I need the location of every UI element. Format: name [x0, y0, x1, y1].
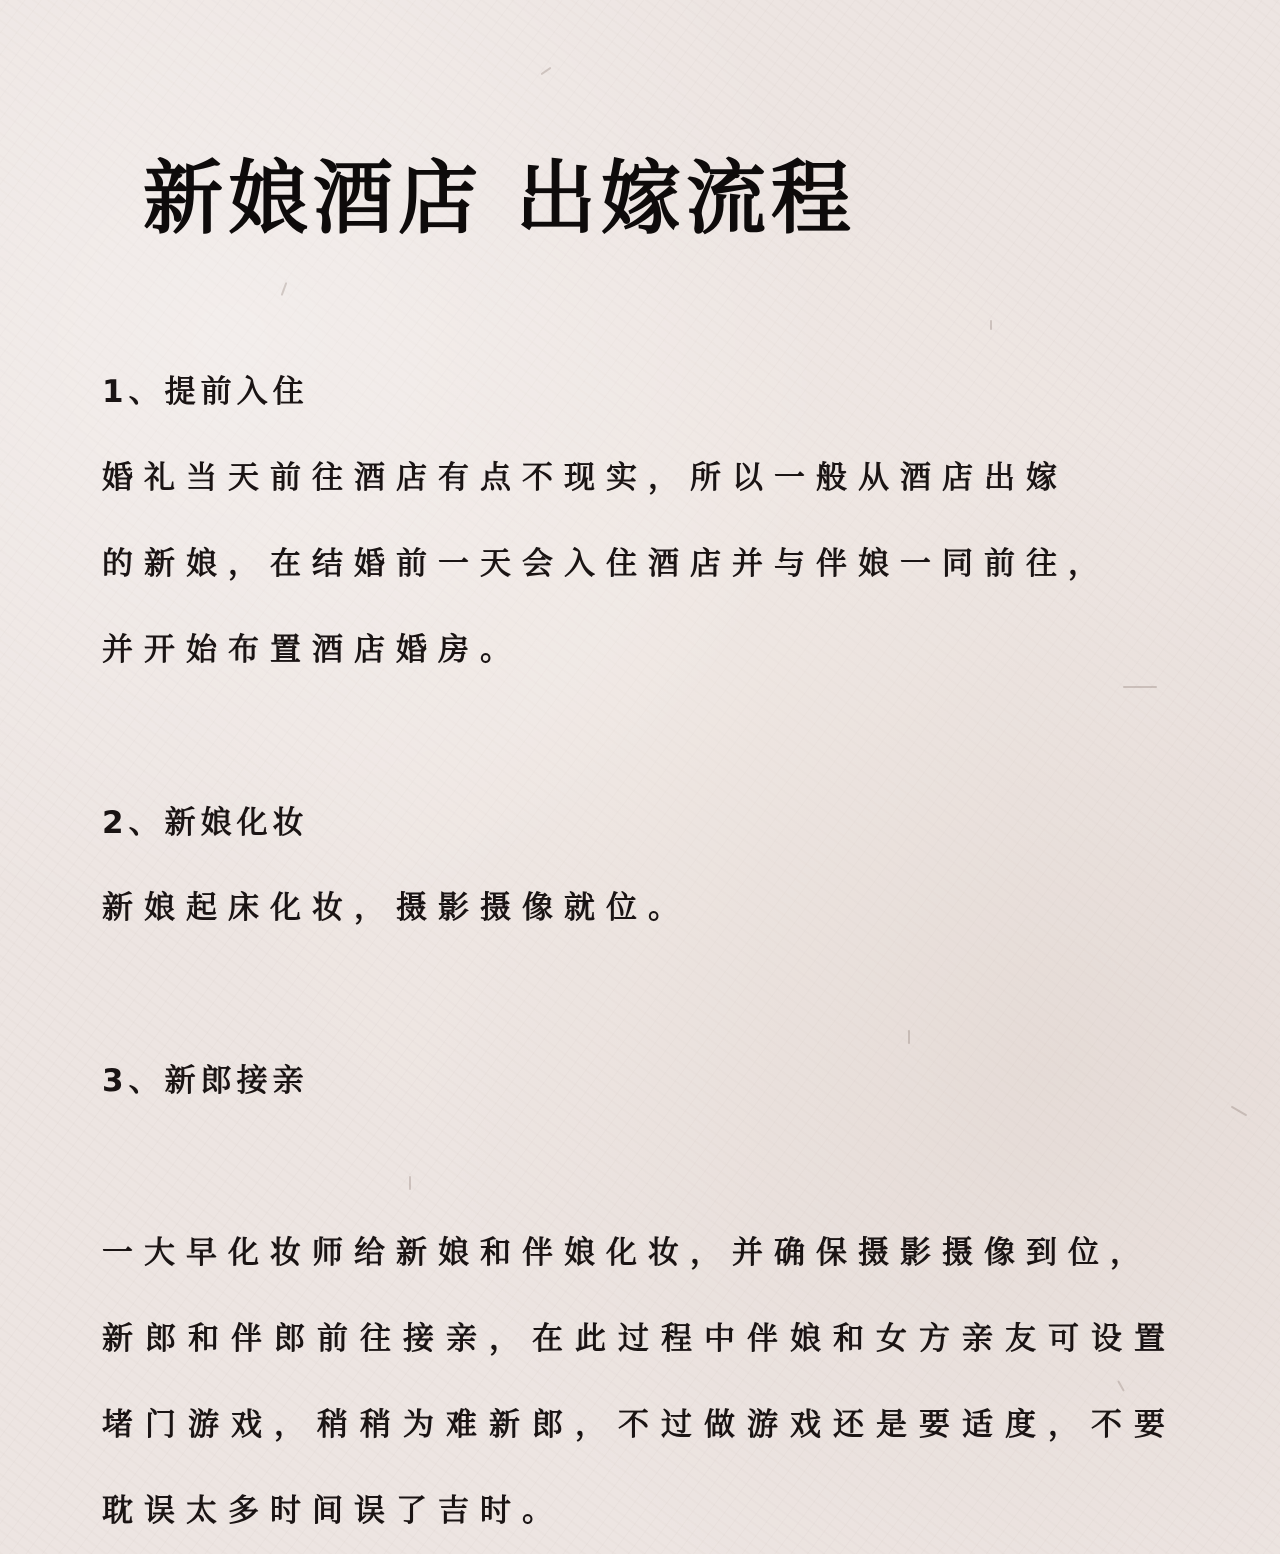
section-3: [102, 1061, 1202, 1101]
section-1: [102, 372, 1202, 412]
paper-speck: [1123, 686, 1157, 688]
page-title: 新娘酒店 出嫁流程: [143, 151, 856, 245]
body-line: 耽误太多时间误了吉时。: [102, 1493, 564, 1529]
paper-speck: [541, 67, 552, 76]
section-1-body: [102, 458, 1202, 670]
paper-speck: [409, 1176, 411, 1190]
section-3-body: [102, 1233, 1202, 1531]
paper-speck: [908, 1030, 910, 1044]
paper-speck: [1231, 1106, 1248, 1117]
body-line: 堵门游戏，稍稍为难新郎，不过做游戏还是要适度，不要: [102, 1407, 1177, 1443]
paper-speck: [281, 282, 288, 296]
section-2: [102, 803, 1202, 843]
body-line: 婚礼当天前往酒店有点不现实，所以一般从酒店出嫁: [102, 460, 1068, 496]
body-line: 并开始布置酒店婚房。: [102, 632, 522, 668]
section-2-body: [102, 888, 1202, 928]
body-line: 一大早化妆师给新娘和伴娘化妆，并确保摄影摄像到位，: [102, 1235, 1152, 1271]
paper-speck: [990, 320, 992, 330]
section-heading: 1、提前入住: [102, 374, 309, 410]
body-line: 新郎和伴郎前往接亲，在此过程中伴娘和女方亲友可设置: [102, 1321, 1177, 1357]
section-heading: 2、新娘化妆: [102, 805, 309, 841]
body-line: 新娘起床化妆，摄影摄像就位。: [102, 890, 690, 926]
section-heading: 3、新郎接亲: [102, 1063, 309, 1099]
body-line: 的新娘，在结婚前一天会入住酒店并与伴娘一同前往，: [102, 546, 1110, 582]
